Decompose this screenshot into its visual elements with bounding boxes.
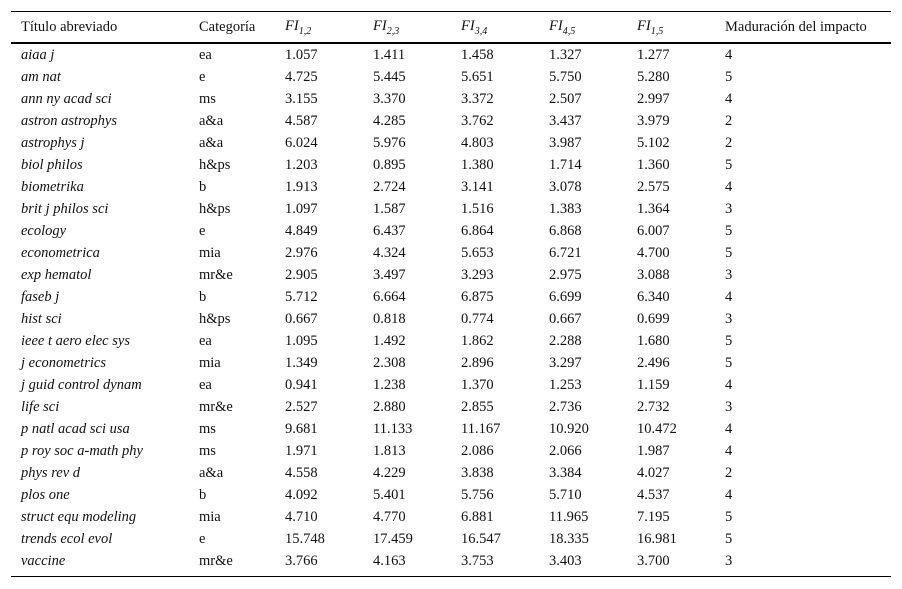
table-row [11,132,891,154]
table-row [11,374,891,396]
cell-fi-2-3: 4.229 [373,464,406,481]
cell-fi-1-2: 1.057 [285,46,318,63]
cell-fi-1-2: 1.095 [285,332,318,349]
cell-fi-1-5: 2.732 [637,398,670,415]
cell-fi-2-3: 1.587 [373,200,406,217]
header-fi-4-5 [539,12,627,44]
header-fi-2-3 [363,12,451,44]
table-row [11,43,891,66]
cell-fi-3-4: 6.881 [461,508,494,525]
cell-fi-1-5: 7.195 [637,508,670,525]
cell-fi-2-3: 17.459 [373,530,413,547]
cell-fi-4-5: 18.335 [549,530,589,547]
cell-category: mr&e [199,266,233,283]
cell-maturation: 5 [725,332,733,349]
header-fi-1-2 [275,12,363,44]
cell-fi-4-5: 6.868 [549,222,582,239]
cell-category: h&ps [199,310,231,327]
cell-fi-2-3: 6.664 [373,288,406,305]
cell-category: b [199,288,207,305]
cell-fi-3-4: 2.896 [461,354,494,371]
cell-fi-1-2: 4.587 [285,112,318,129]
cell-fi-1-2: 9.681 [285,420,318,437]
header-fi-1-5 [627,12,715,44]
cell-fi-1-5: 4.027 [637,464,670,481]
cell-title: life sci [21,398,60,415]
cell-fi-1-5: 10.472 [637,420,677,437]
cell-title: p roy soc a-math phy [21,442,143,459]
cell-fi-1-2: 4.092 [285,486,318,503]
cell-title: brit j philos sci [21,200,109,217]
cell-title: struct equ modeling [21,508,137,525]
table-row [11,440,891,462]
cell-fi-2-3: 2.880 [373,398,406,415]
cell-fi-2-3: 5.401 [373,486,406,503]
cell-fi-1-5: 5.280 [637,68,670,85]
cell-category: ms [199,420,216,437]
cell-fi-2-3: 1.492 [373,332,406,349]
table-row [11,242,891,264]
table-row [11,462,891,484]
cell-maturation: 4 [725,90,733,107]
cell-fi-4-5: 1.714 [549,156,582,173]
cell-fi-1-5: 6.340 [637,288,670,305]
cell-maturation: 3 [725,398,733,415]
header-fi-3-4-sub: 3,4 [474,25,488,37]
cell-maturation: 4 [725,46,733,63]
table-row [11,308,891,330]
cell-maturation: 4 [725,442,733,459]
cell-fi-1-2: 2.905 [285,266,318,283]
cell-fi-4-5: 1.383 [549,200,582,217]
cell-fi-2-3: 0.818 [373,310,406,327]
table-row [11,352,891,374]
header-fi-3-4-base: FI [461,17,475,34]
cell-fi-4-5: 3.437 [549,112,582,129]
cell-fi-1-2: 4.849 [285,222,318,239]
cell-maturation: 4 [725,178,733,195]
cell-category: e [199,530,206,547]
cell-maturation: 3 [725,266,733,283]
cell-fi-3-4: 5.756 [461,486,494,503]
cell-maturation: 3 [725,200,733,217]
table-row [11,484,891,506]
cell-maturation: 5 [725,156,733,173]
cell-category: b [199,486,207,503]
cell-fi-1-5: 0.699 [637,310,670,327]
cell-maturation: 5 [725,354,733,371]
cell-fi-1-2: 1.203 [285,156,318,173]
cell-fi-3-4: 1.458 [461,46,494,63]
header-maturation: Maduración del impacto [725,18,867,35]
cell-title: aiaa j [21,46,55,63]
cell-fi-4-5: 3.078 [549,178,582,195]
cell-category: b [199,178,207,195]
table-header-row [11,12,891,44]
header-fi-4-5-sub: 4,5 [562,25,576,37]
cell-fi-1-5: 4.700 [637,244,670,261]
header-fi-1-5-sub: 1,5 [650,25,664,37]
cell-fi-4-5: 2.736 [549,398,582,415]
cell-category: h&ps [199,200,231,217]
cell-fi-2-3: 2.724 [373,178,406,195]
cell-fi-2-3: 1.813 [373,442,406,459]
cell-fi-1-5: 2.496 [637,354,670,371]
cell-fi-1-2: 0.667 [285,310,318,327]
cell-fi-3-4: 6.864 [461,222,494,239]
table-row [11,418,891,440]
cell-category: ea [199,332,212,349]
cell-fi-4-5: 11.965 [549,508,589,525]
cell-category: mia [199,244,221,261]
cell-fi-3-4: 5.653 [461,244,494,261]
cell-title: ann ny acad sci [21,90,112,107]
cell-fi-3-4: 4.803 [461,134,494,151]
cell-fi-2-3: 4.770 [373,508,406,525]
cell-title: faseb j [21,288,60,305]
cell-category: e [199,68,206,85]
cell-fi-2-3: 6.437 [373,222,406,239]
cell-fi-3-4: 3.762 [461,112,494,129]
cell-fi-4-5: 3.384 [549,464,582,481]
cell-title: astron astrophys [21,112,118,129]
table-body [11,43,891,576]
cell-category: mr&e [199,552,233,569]
cell-fi-1-2: 2.527 [285,398,318,415]
cell-category: e [199,222,206,239]
table-row [11,88,891,110]
header-fi-2-3-base: FI [373,17,387,34]
cell-fi-4-5: 6.721 [549,244,582,261]
cell-maturation: 4 [725,420,733,437]
cell-title: plos one [21,486,70,503]
cell-fi-1-5: 4.537 [637,486,670,503]
table-row [11,110,891,132]
cell-fi-4-5: 2.507 [549,90,582,107]
cell-fi-3-4: 1.370 [461,376,494,393]
cell-fi-2-3: 11.133 [373,420,413,437]
cell-fi-3-4: 11.167 [461,420,501,437]
cell-maturation: 2 [725,134,733,151]
table-row [11,198,891,220]
header-fi-4-5-base: FI [549,17,563,34]
cell-title: trends ecol evol [21,530,113,547]
cell-fi-4-5: 2.066 [549,442,582,459]
cell-fi-1-2: 5.712 [285,288,318,305]
cell-fi-2-3: 1.238 [373,376,406,393]
table-bottom-rule [11,576,891,577]
cell-fi-1-2: 2.976 [285,244,318,261]
cell-maturation: 3 [725,552,733,569]
cell-fi-2-3: 0.895 [373,156,406,173]
cell-title: p natl acad sci usa [21,420,130,437]
header-fi-1-2-sub: 1,2 [298,25,312,37]
header-fi-1-5-base: FI [637,17,651,34]
cell-category: ms [199,442,216,459]
cell-fi-1-5: 3.700 [637,552,670,569]
cell-fi-1-2: 1.097 [285,200,318,217]
cell-title: ecology [21,222,67,239]
cell-fi-1-5: 1.680 [637,332,670,349]
cell-title: econometrica [21,244,100,261]
cell-fi-3-4: 0.774 [461,310,494,327]
cell-fi-1-5: 2.997 [637,90,670,107]
cell-maturation: 3 [725,310,733,327]
cell-fi-1-2: 4.558 [285,464,318,481]
cell-title: exp hematol [21,266,92,283]
cell-fi-1-5: 6.007 [637,222,670,239]
table-row [11,550,891,576]
cell-fi-2-3: 3.370 [373,90,406,107]
cell-fi-1-5: 1.364 [637,200,670,217]
cell-fi-1-5: 1.277 [637,46,670,63]
cell-title: astrophys j [21,134,85,151]
cell-fi-4-5: 3.403 [549,552,582,569]
cell-title: phys rev d [21,464,81,481]
cell-fi-3-4: 2.086 [461,442,494,459]
cell-fi-3-4: 1.516 [461,200,494,217]
cell-fi-2-3: 5.445 [373,68,406,85]
impact-factor-table-container [11,11,891,577]
cell-fi-1-2: 1.971 [285,442,318,459]
cell-fi-2-3: 4.285 [373,112,406,129]
cell-fi-3-4: 3.293 [461,266,494,283]
cell-fi-1-2: 1.349 [285,354,318,371]
cell-fi-3-4: 5.651 [461,68,494,85]
cell-fi-2-3: 3.497 [373,266,406,283]
cell-category: a&a [199,112,224,129]
cell-maturation: 4 [725,288,733,305]
cell-fi-3-4: 3.372 [461,90,494,107]
cell-fi-1-2: 4.725 [285,68,318,85]
cell-category: ea [199,46,212,63]
cell-title: j econometrics [21,354,106,371]
cell-fi-1-2: 4.710 [285,508,318,525]
cell-fi-1-5: 5.102 [637,134,670,151]
cell-title: biol philos [21,156,83,173]
cell-category: mia [199,354,221,371]
cell-fi-3-4: 1.380 [461,156,494,173]
cell-fi-1-2: 6.024 [285,134,318,151]
cell-fi-4-5: 5.750 [549,68,582,85]
cell-maturation: 4 [725,486,733,503]
cell-category: mia [199,508,221,525]
table-row [11,528,891,550]
cell-maturation: 2 [725,112,733,129]
cell-maturation: 5 [725,222,733,239]
table-row [11,220,891,242]
cell-title: hist sci [21,310,62,327]
table-row [11,330,891,352]
cell-fi-1-5: 3.979 [637,112,670,129]
cell-maturation: 5 [725,68,733,85]
cell-fi-2-3: 4.324 [373,244,406,261]
cell-fi-4-5: 0.667 [549,310,582,327]
impact-factor-table [11,11,891,576]
cell-fi-1-2: 15.748 [285,530,325,547]
cell-fi-4-5: 2.975 [549,266,582,283]
cell-title: ieee t aero elec sys [21,332,130,349]
cell-fi-3-4: 3.141 [461,178,494,195]
table-row [11,176,891,198]
cell-fi-1-5: 1.360 [637,156,670,173]
cell-fi-1-5: 3.088 [637,266,670,283]
cell-fi-4-5: 1.253 [549,376,582,393]
header-fi-2-3-sub: 2,3 [386,25,400,37]
table-row [11,506,891,528]
cell-fi-4-5: 3.297 [549,354,582,371]
cell-title: vaccine [21,552,66,569]
cell-fi-3-4: 6.875 [461,288,494,305]
cell-fi-1-2: 3.766 [285,552,318,569]
cell-fi-2-3: 4.163 [373,552,406,569]
cell-fi-4-5: 5.710 [549,486,582,503]
table-row [11,396,891,418]
cell-maturation: 5 [725,530,733,547]
table-row [11,264,891,286]
cell-maturation: 5 [725,508,733,525]
cell-fi-4-5: 6.699 [549,288,582,305]
cell-fi-3-4: 1.862 [461,332,494,349]
cell-fi-1-5: 1.159 [637,376,670,393]
cell-fi-4-5: 1.327 [549,46,582,63]
cell-title: biometrika [21,178,84,195]
cell-category: a&a [199,464,224,481]
cell-fi-3-4: 2.855 [461,398,494,415]
cell-fi-4-5: 3.987 [549,134,582,151]
cell-fi-4-5: 2.288 [549,332,582,349]
header-category: Categoría [199,18,256,35]
cell-category: h&ps [199,156,231,173]
table-row [11,66,891,88]
cell-fi-1-5: 2.575 [637,178,670,195]
header-fi-1-2-base: FI [285,17,299,34]
cell-fi-1-2: 0.941 [285,376,318,393]
cell-title: am nat [21,68,61,85]
header-fi-3-4 [451,12,539,44]
header-title: Título abreviado [21,18,118,35]
cell-category: mr&e [199,398,233,415]
cell-maturation: 2 [725,464,733,481]
cell-fi-1-2: 1.913 [285,178,318,195]
cell-fi-3-4: 3.838 [461,464,494,481]
cell-maturation: 5 [725,244,733,261]
cell-fi-1-5: 1.987 [637,442,670,459]
cell-fi-2-3: 5.976 [373,134,406,151]
cell-fi-2-3: 1.411 [373,46,406,63]
cell-fi-1-5: 16.981 [637,530,677,547]
cell-category: ea [199,376,212,393]
cell-fi-1-2: 3.155 [285,90,318,107]
cell-fi-3-4: 16.547 [461,530,501,547]
table-row [11,286,891,308]
cell-fi-4-5: 10.920 [549,420,589,437]
table-row [11,154,891,176]
cell-fi-2-3: 2.308 [373,354,406,371]
cell-maturation: 4 [725,376,733,393]
cell-category: ms [199,90,216,107]
cell-category: a&a [199,134,224,151]
cell-title: j guid control dynam [21,376,142,393]
cell-fi-3-4: 3.753 [461,552,494,569]
